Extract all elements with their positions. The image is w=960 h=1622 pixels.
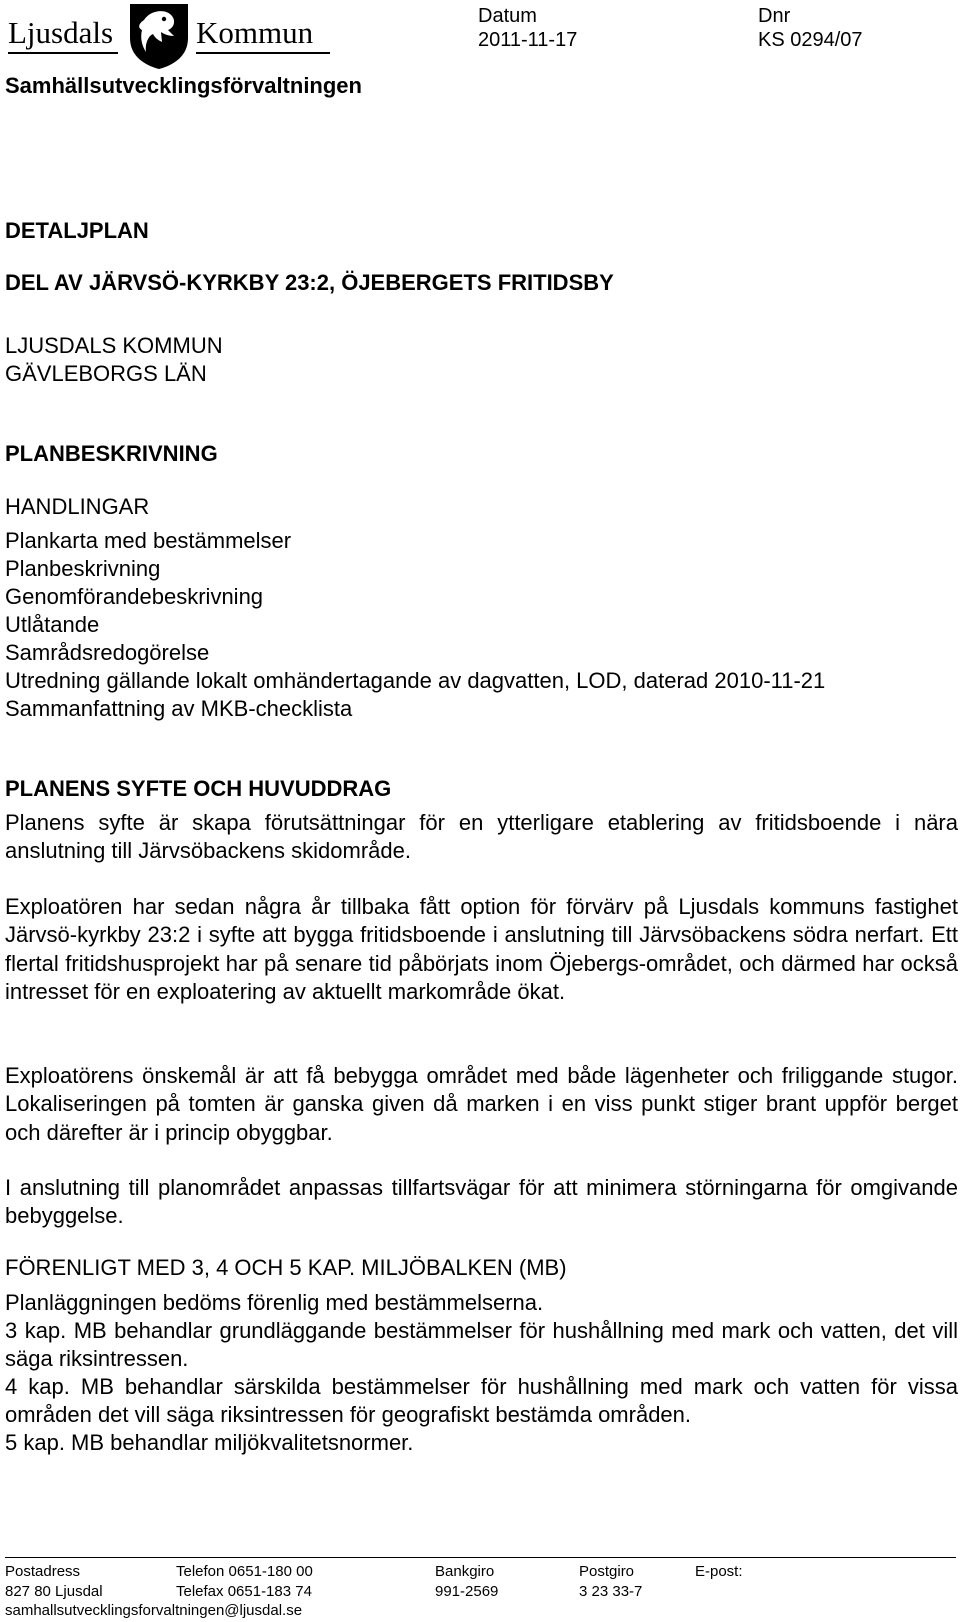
list-item: Utredning gällande lokalt omhändertagande av dagvatten, LOD, daterad 2010-11-21 — [5, 668, 826, 693]
paragraph: Planläggningen bedöms förenlig med bestämmelserna. — [5, 1290, 544, 1315]
list-item: Planbeskrivning — [5, 556, 161, 581]
document-type: DETALJPLAN — [5, 218, 149, 243]
postgiro-value: 3 23 33-7 — [579, 1583, 643, 1600]
list-item: Genomförandebeskrivning — [5, 584, 264, 609]
logo-underline-left — [8, 52, 118, 54]
county-name: GÄVLEBORGS LÄN — [5, 361, 207, 386]
coat-of-arms-icon — [128, 2, 190, 70]
paragraph: Exploatören har sedan några år tillbaka fått option för förvärv på Ljusdals kommuns fastighet Järvsö-kyrkby 23:2 i syfte att bygga fritidsboende i anslutning till Järvsöbackens södra nerfart. Ett flertal fritidshusprojekt har på senare tid påbörjats inom Öjebergs-området, och därmed har också intresset för en exploatering av aktuellt markområde ökat. — [5, 894, 958, 1005]
paragraph: 3 kap. MB behandlar grundläggande bestämmelser för hushållning med mark och vatten, det vill säga riksintressen. — [5, 1318, 958, 1372]
handlingar-list — [5, 527, 825, 723]
postadress-label: Postadress — [5, 1563, 81, 1580]
list-item: Utlåtande — [5, 612, 100, 637]
epost-label: E-post: — [695, 1563, 743, 1580]
logo-underline-right — [196, 52, 330, 54]
paragraph: Planens syfte är skapa förutsättningar för en ytterligare etablering av fritidsboende i nära anslutning till Järvsöbackens skidområde. — [5, 810, 958, 864]
telefon: Telefon 0651-180 00 — [176, 1563, 313, 1580]
paragraph: 4 kap. MB behandlar särskilda bestämmelser för hushållning med mark och vatten för vissa områden det vill säga riksintressen för geografiskt bestämda områden. — [5, 1374, 958, 1428]
bankgiro-label: Bankgiro — [435, 1563, 495, 1580]
email-address[interactable]: samhallsutvecklingsforvaltningen@ljusdal.se — [5, 1602, 303, 1619]
handlingar-heading: HANDLINGAR — [5, 494, 150, 519]
logo-text-left: Ljusdals — [8, 15, 114, 50]
paragraph: Exploatörens önskemål är att få bebygga området med både lägenheter och friliggande stugor. Lokaliseringen på tomten är ganska given då marken i en viss punkt stiger brant uppför berget och därefter är i princip obyggbar. — [5, 1063, 958, 1145]
document-title: DEL AV JÄRVSÖ-KYRKBY 23:2, ÖJEBERGETS FRITIDSBY — [5, 270, 614, 295]
logo-text-right: Kommun — [196, 15, 314, 50]
paragraph: I anslutning till planområdet anpassas tillfartsvägar för att minimera störningarna för omgivande bebyggelse. — [5, 1175, 958, 1229]
footer-divider — [5, 1557, 956, 1558]
bankgiro-value: 991-2569 — [435, 1583, 499, 1600]
mb-heading: FÖRENLIGT MED 3, 4 OCH 5 KAP. MILJÖBALKEN (MB) — [5, 1255, 567, 1280]
paragraph: 5 kap. MB behandlar miljökvalitetsnormer. — [5, 1430, 414, 1455]
postgiro-label: Postgiro — [579, 1563, 635, 1580]
municipality-name: LJUSDALS KOMMUN — [5, 333, 223, 358]
list-item: Samrådsredogörelse — [5, 640, 210, 665]
date-label: Datum — [478, 5, 537, 27]
telefax: Telefax 0651-183 74 — [176, 1583, 312, 1600]
list-item: Plankarta med bestämmelser — [5, 528, 292, 553]
postadress-value: 827 80 Ljusdal — [5, 1583, 103, 1600]
syfte-heading: PLANENS SYFTE OCH HUVUDDRAG — [5, 776, 392, 801]
list-item: Sammanfattning av MKB-checklista — [5, 696, 353, 721]
dnr-value: KS 0294/07 — [758, 29, 863, 51]
section-heading: PLANBESKRIVNING — [5, 441, 218, 466]
municipality-logo — [8, 2, 333, 72]
department-name: Samhällsutvecklingsförvaltningen — [5, 73, 362, 98]
date-value: 2011-11-17 — [478, 29, 578, 51]
dnr-label: Dnr — [758, 5, 791, 27]
